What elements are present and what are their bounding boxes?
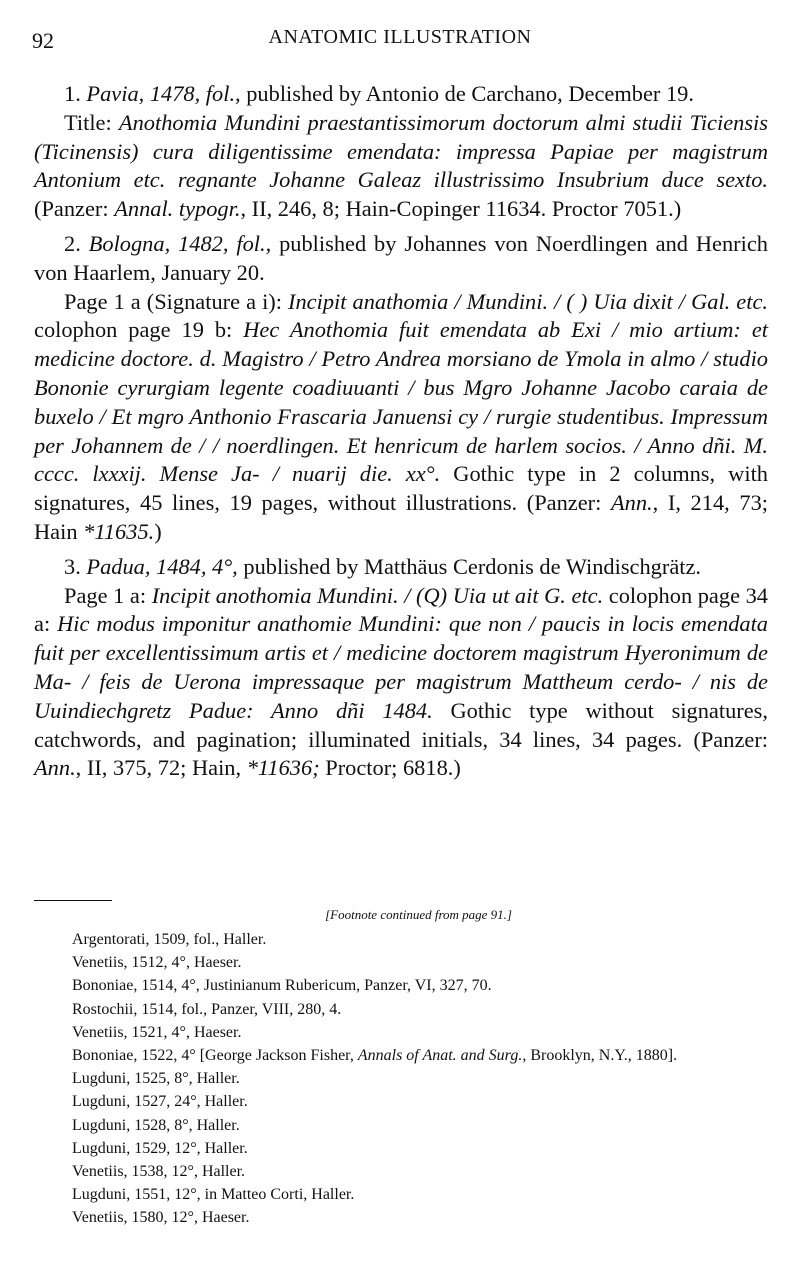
refs-italic: Annal. typogr.	[114, 196, 241, 222]
fisher-italic: Annals of Anat. and Surg.	[357, 1047, 523, 1065]
footnote-line: Lugduni, 1529, 12°, Haller.	[72, 1139, 248, 1157]
colophon-label: colophon page 19 b:	[34, 317, 244, 343]
page-header	[32, 26, 768, 56]
page-label: Page 1 a (Signature a i):	[64, 288, 289, 314]
footnote-line: Lugduni, 1551, 12°, in Matteo Corti, Haller.	[72, 1186, 355, 1204]
entry-1-title	[34, 109, 768, 224]
footnote-line: Lugduni, 1527, 24°, Haller.	[72, 1093, 248, 1111]
entry-publisher: published by Matthäus Cerdonis de Windischgrätz.	[237, 553, 702, 579]
footnote-line: Venetiis, 1512, 4°, Haeser.	[72, 954, 242, 972]
refs-post: , II, 375, 72; Hain,	[75, 755, 247, 781]
footnote-line: Venetiis, 1521, 4°, Haeser.	[72, 1023, 242, 1041]
fisher-post: , Brooklyn, N.Y., 1880].	[522, 1047, 678, 1065]
footnote-continued-text: [Footnote continued from page 91.]	[325, 907, 512, 922]
description: Gothic type in 2 columns, with signatures, 45 lines, 19 pages, without illustrations. (Panzer:	[34, 461, 768, 516]
colophon-text: Hic modus imponitur anathomie Mundini: que non / paucis in locis emendata fuit per excellentissimum artis et / medicine doctorem magistrum Hyeronimum de Ma- / feis de Uerona impressaque per magistrum Mattheum cerdo- / nis de Uuindiechgretz Padue: Anno dñi 1484.	[34, 611, 768, 723]
colophon-text: Hec Anothomia fuit emendata ab Exi / mio artium: et medicine doctore. d. Magistro / Petro Andrea morsiano de Ymola in almo / studio Bononie cyrurgiam legente coadiuuanti / bus Mgro Johanne Jacobo caraia de buxelo / Et mgro Anthonio Frascaria Januensi cy / rurgie studentibus. Impressum per Johannem de / / noerdlingen. Et henricum de harlem socios. / Anno dñi. M. cccc. lxxxij. Mense Ja- / nuarij die. xx°.	[34, 317, 769, 487]
footnotes	[34, 902, 768, 1230]
page-label: Page 1 a:	[64, 582, 152, 608]
fisher-pre: Bononiae, 1522, 4° [George Jackson Fisher,	[72, 1047, 358, 1065]
entry-number: 1.	[64, 81, 81, 106]
page-number: 92	[32, 28, 54, 53]
entry-publisher: published by Antonio de Carchano, December 19.	[240, 81, 694, 106]
entry-place: Pavia, 1478, fol.,	[86, 81, 241, 106]
refs-pre: (Panzer:	[34, 196, 115, 222]
hain-ref: *11636;	[246, 755, 320, 781]
refs-close: )	[154, 518, 162, 544]
entry-1-heading	[34, 80, 768, 109]
footnote-line: Rostochii, 1514, fol., Panzer, VIII, 280, 4.	[72, 1000, 342, 1018]
entry-place: Bologna, 1482, fol.,	[88, 230, 272, 256]
refs-close: Proctor; 6818.)	[319, 755, 461, 781]
footnote-line: Bononiae, 1514, 4°, Justinianum Rubericum, Panzer, VI, 327, 70.	[72, 977, 492, 995]
description: Gothic type without signatures, catchwords, and pagination; illuminated initials, 34 lines, 34 pages. (Panzer:	[34, 697, 768, 752]
footnote-line: Argentorati, 1509, fol., Haller.	[72, 931, 267, 948]
running-head: ANATOMIC ILLUSTRATION	[268, 26, 532, 48]
entry-place: Padua, 1484, 4°,	[86, 553, 238, 579]
entry-number: 3.	[64, 553, 81, 579]
entry-number: 2.	[64, 230, 81, 256]
footnote-line: Lugduni, 1528, 8°, Haller.	[72, 1116, 240, 1134]
footnote-line: Venetiis, 1538, 12°, Haller.	[72, 1163, 246, 1181]
entry-2-detail	[34, 288, 768, 547]
entry-3-detail	[34, 582, 768, 784]
refs-italic: Ann.	[34, 755, 76, 781]
refs-post: , I, 214, 73; Hain	[34, 490, 768, 544]
main-text	[34, 80, 768, 789]
footnote-line: Venetiis, 1580, 12°, Haeser.	[72, 1209, 250, 1227]
entry-2-heading	[34, 230, 768, 288]
refs-post: , II, 246, 8; Hain-Copinger 11634. Proctor 7051.)	[240, 196, 682, 222]
footnote-line: Lugduni, 1525, 8°, Haller.	[72, 1070, 240, 1088]
footnote-continued	[34, 902, 768, 928]
hain-ref: *11635.	[83, 518, 155, 544]
incipit: Incipit anathomia / Mundini. / ( ) Uia dixit / Gal. etc.	[288, 288, 768, 314]
refs-italic: Ann.	[610, 490, 653, 516]
entry-3-heading	[34, 553, 768, 582]
title-label: Title:	[64, 109, 119, 135]
title-text: Anothomia Mundini praestantissimorum doctorum almi studii Ticiensis (Ticinensis) cura diligentissime emendata: impressa Papiae per magistrum Antonium etc. regnante Johanne Galeaz illustrissimo Insubrium duce sexto.	[34, 109, 768, 193]
entry-publisher: published by Johannes von Noerdlingen and Henrich von Haarlem, January 20.	[34, 230, 768, 285]
footnote-line-fisher	[34, 1044, 768, 1067]
colophon-label: colophon page 34 a:	[34, 582, 768, 637]
incipit: Incipit anothomia Mundini. / (Q) Uia ut ait G. etc.	[151, 582, 604, 608]
footnote-rule	[34, 900, 112, 901]
